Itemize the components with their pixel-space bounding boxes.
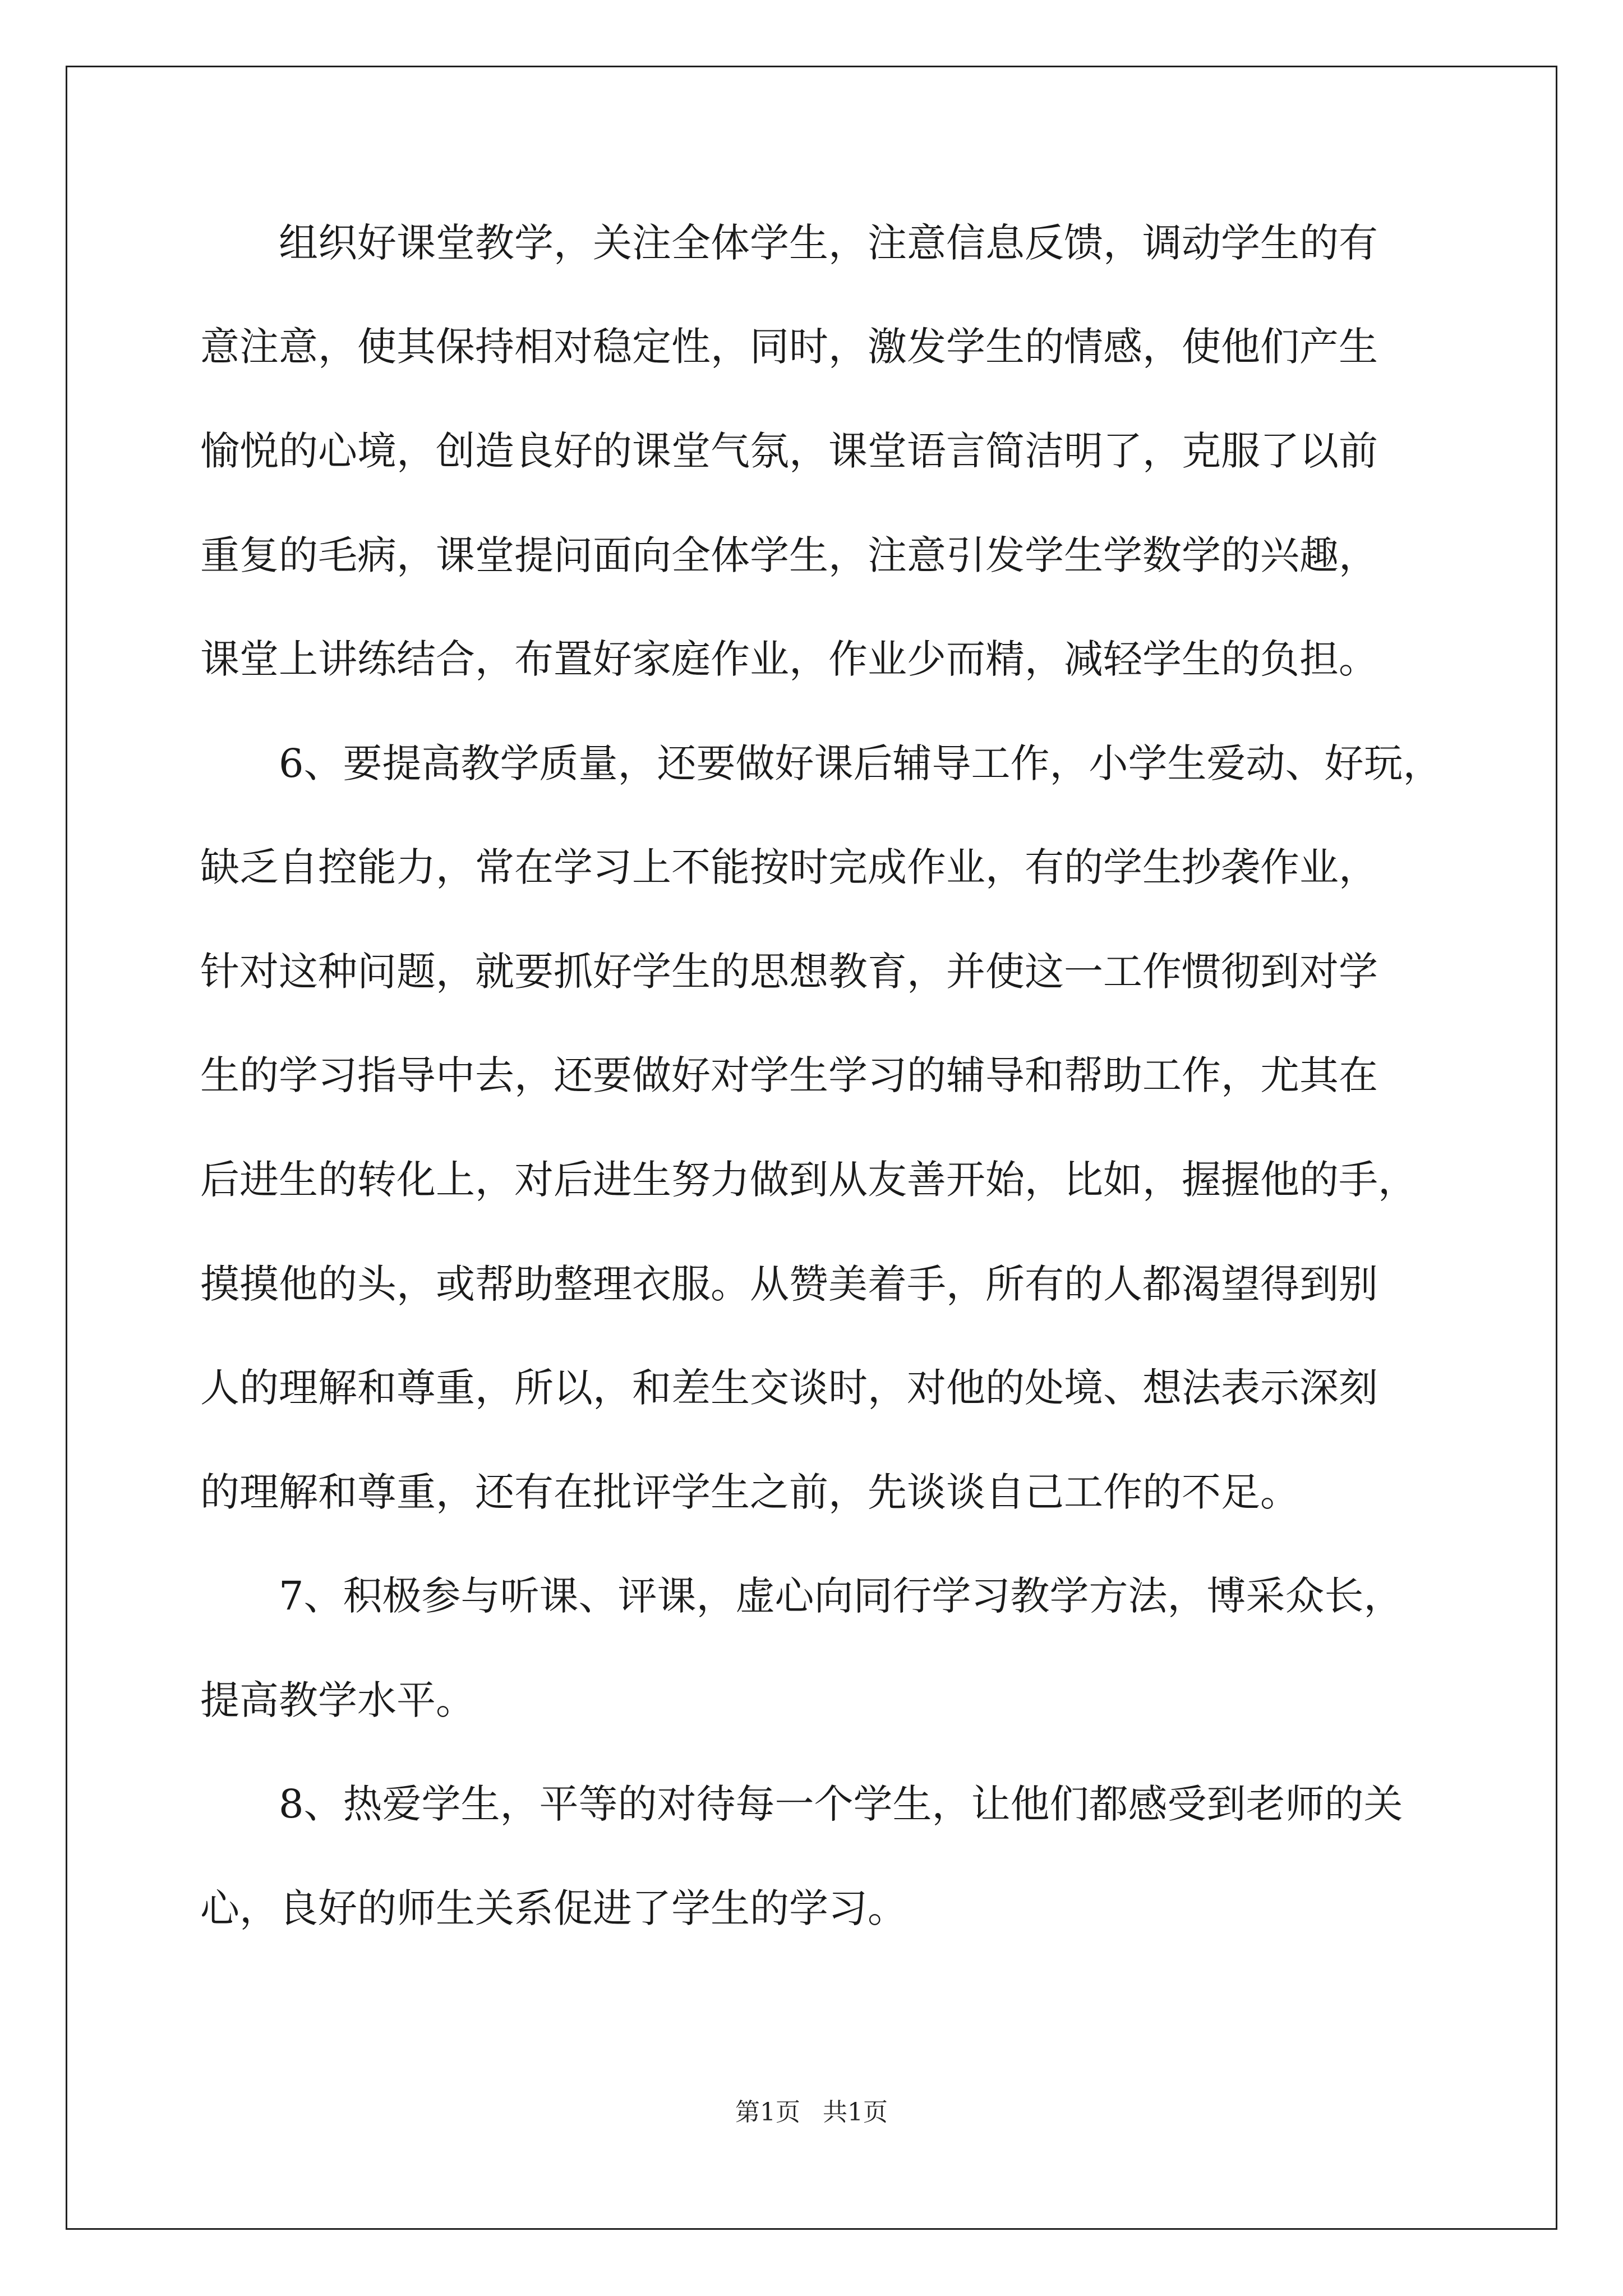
text-line: 组织好课堂教学，关注全体学生，注意信息反馈，调动学生的有 bbox=[279, 220, 1378, 266]
text-line: 重复的毛病，课堂提问面向全体学生，注意引发学生学数学的兴趣， bbox=[200, 532, 1378, 578]
page-footer bbox=[0, 2097, 1623, 2128]
text-line: 生的学习指导中去，还要做好对学生学习的辅导和帮助工作，尤其在 bbox=[200, 1052, 1378, 1098]
text-line: 的理解和尊重，还有在批评学生之前，先谈谈自己工作的不足。 bbox=[200, 1469, 1299, 1515]
text-line: 心，良好的师生关系促进了学生的学习。 bbox=[200, 1885, 907, 1931]
text-line: 6、要提高教学质量，还要做好课后辅导工作，小学生爱动、好玩， bbox=[279, 740, 1442, 786]
page-number-total: 共1页 bbox=[823, 2098, 888, 2127]
text-line: 7、积极参与听课、评课，虚心向同行学习教学方法，博采众长， bbox=[279, 1573, 1403, 1619]
text-line: 缺乏自控能力，常在学习上不能按时完成作业，有的学生抄袭作业， bbox=[200, 844, 1378, 890]
text-line: 人的理解和尊重，所以，和差生交谈时，对他的处境、想法表示深刻 bbox=[200, 1365, 1378, 1411]
text-line: 后进生的转化上，对后进生努力做到从友善开始，比如，握握他的手， bbox=[200, 1157, 1417, 1203]
text-line: 愉悦的心境，创造良好的课堂气氛，课堂语言简洁明了，克服了以前 bbox=[200, 428, 1378, 474]
text-line: 提高教学水平。 bbox=[200, 1677, 475, 1723]
text-line: 8、热爱学生，平等的对待每一个学生，让他们都感受到老师的关 bbox=[279, 1781, 1403, 1827]
page-number-current: 第1页 bbox=[735, 2098, 800, 2127]
text-line: 针对这种问题，就要抓好学生的思想教育，并使这一工作惯彻到对学 bbox=[200, 949, 1378, 995]
text-line: 意注意，使其保持相对稳定性，同时，激发学生的情感，使他们产生 bbox=[200, 324, 1378, 370]
text-line: 摸摸他的头，或帮助整理衣服。从赞美着手，所有的人都渴望得到别 bbox=[200, 1261, 1378, 1307]
text-line: 课堂上讲练结合，布置好家庭作业，作业少而精，减轻学生的负担。 bbox=[200, 636, 1378, 682]
